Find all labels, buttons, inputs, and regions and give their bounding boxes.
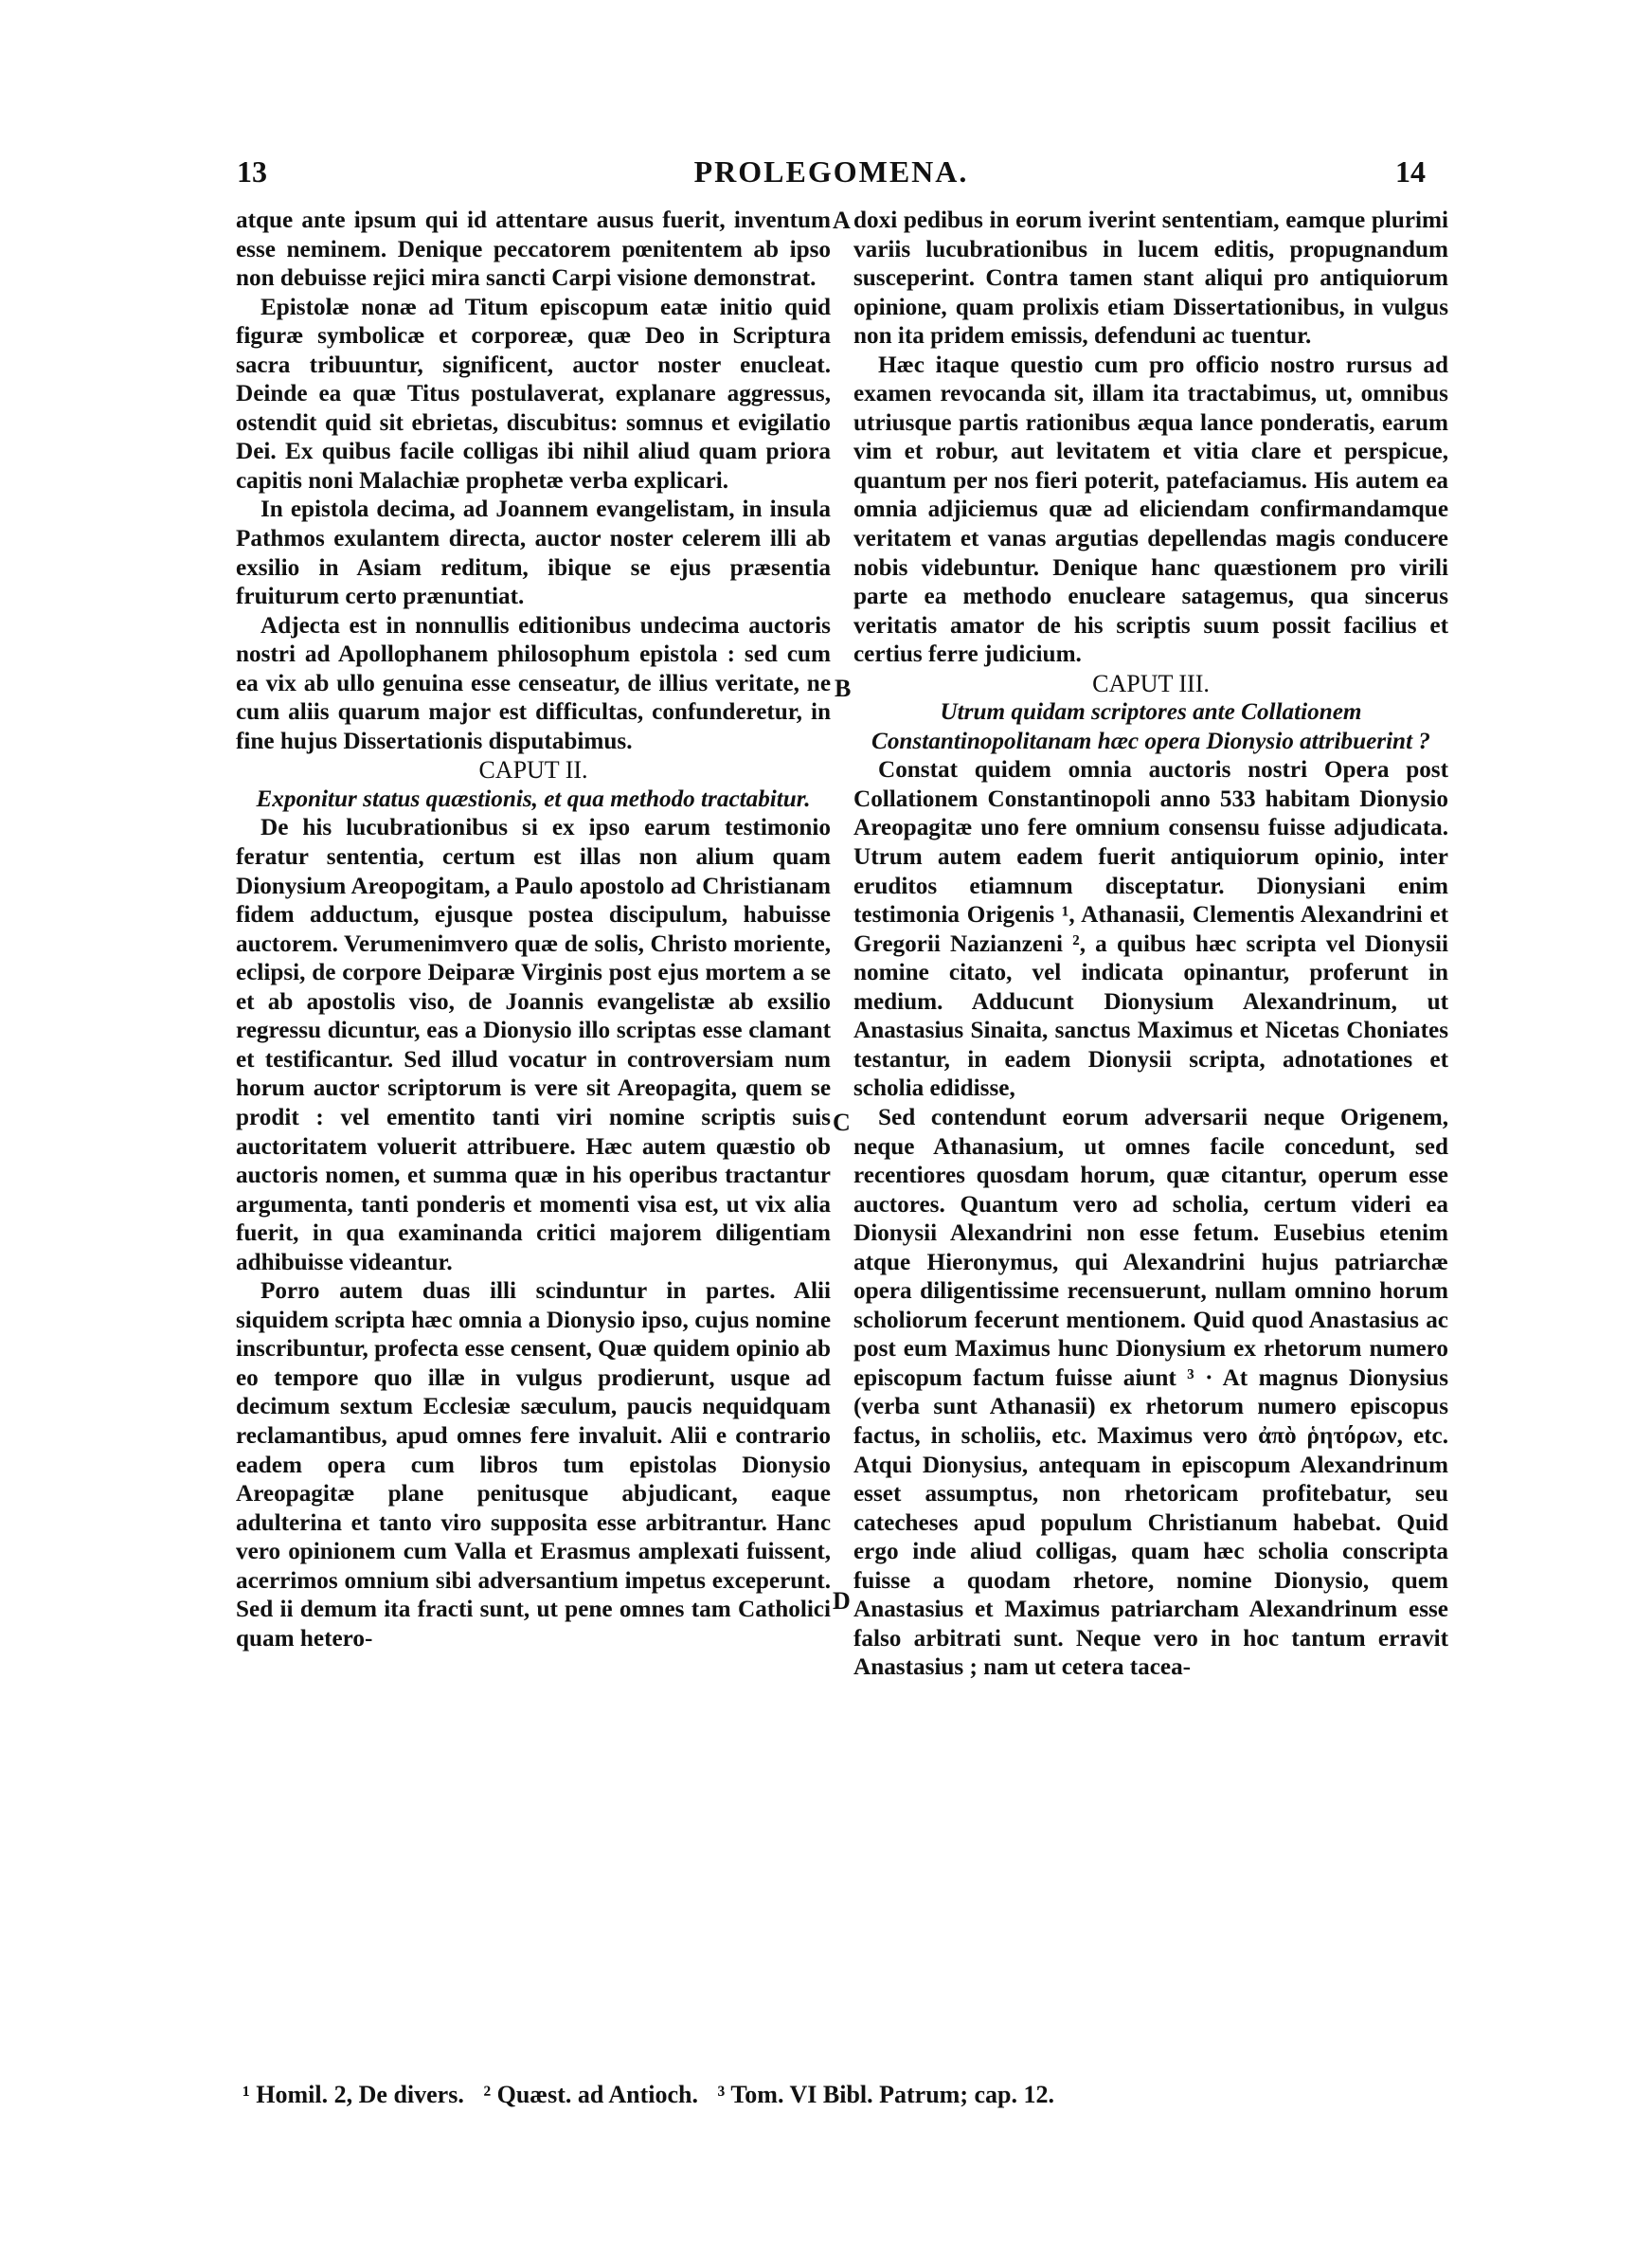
- left-column: [236, 207, 831, 1653]
- paragraph: atque ante ipsum qui id attentare ausus fuerit, inventum esse neminem. Denique peccatorem pœnitentem ab ipso non debuisse rejici mira sancti Carpi visione demonstrat.: [236, 208, 831, 292]
- footnote: ¹ Homil. 2, De divers.: [242, 2081, 464, 2108]
- paragraph: Adjecta est in nonnullis editionibus undecima auctoris nostri ad Apollophanem philosophum epistola : sed cum ea vix ab ullo genuina esse censeatur, de illius veritate, ne cum aliis quarum major est difficultas, confunderetur, in fine hujus Dissertationis disputabimus.: [236, 612, 831, 754]
- paragraph: Sed contendunt eorum adversarii neque Origenem, neque Athanasium, ut omnes facile concedunt, sed recentiores quosdam horum, quæ citantur, operum esse auctores. Quantum vero ad scholia, certum videri ea Dionysii Alexandrini non esse fetum. Eusebius etenim atque Hieronymus, qui Alexandrini hujus patriarchæ opera diligentissime recensuerunt, nullam omnino horum scholiorum fecerunt mentionem. Quid quod Anastasius ac post eum Maximus hunc Dionysium ex rhetorum numero episcopum factum fuisse aiunt ³ · At magnus Dionysius (verba sunt Athanasii) ex rhetorum numero episcopus factus, in scholiis, etc. Maximus vero ἀπὸ ῥητόρων, etc. Atqui Dionysius, antequam in episcopum Alexandrinum esset assumptus, non rhetoricam profitebatur, seu catecheses apud populum Christianum habebat. Quid ergo inde aliud colligas, quam hæc scholia conscripta fuisse a quodam rhetore, nomine Dionysio, quem Anastasius et Maximus patriarcham Alexandrinum esse falso arbitrati sunt. Neque vero in hoc tantum erravit Anastasius ; nam ut cetera tacea-: [853, 1104, 1448, 1681]
- paragraph: De his lucubrationibus si ex ipso earum testimonio feratur sententia, certum est illas non alium quam Dionysium Areopogitam, a Paulo apostolo ad Christianam fidem adductum, ejusque postea discipulum, habuisse auctorem. Verumenimvero quæ de solis, Christo moriente, eclipsi, de corpore Deiparæ Virginis post ejus mortem a se et ab apostolis viso, de Joannis evangelistæ ab exsilio regressu dicuntur, eas a Dionysio illo scriptas esse clamant et testificantur. Sed illud vocatur in controversiam num horum auctor scriptorum is vere sit Areopagita, quem se prodit : vel ementito tanti viri nomine scriptis suis auctoritatem voluerit attribuere. Hæc autem quæstio ob auctoris nomen, et summa quæ in his operibus tractantur argumenta, tanti ponderis et momenti visa est, ut vix alia fuerit, in qua examinanda critici majorem diligentiam adhibuisse videantur.: [236, 815, 831, 1275]
- running-header: [237, 154, 1426, 202]
- margin-letter: D: [833, 1587, 851, 1615]
- paragraph: Porro autem duas illi scinduntur in partes. Alii siquidem scripta hæc omnia a Dionysio ipso, cujus nomine inscribuntur, profecta esse censent, Quæ quidem opinio ab eo tempore quo illæ in vulgus prodierunt, usque ad decimum sextum Ecclesiæ sæculum, paucis nequidquam reclamantibus, apud omnes fere invaluit. Alii e contrario eadem opera cum libros tum epistolas Dionysio Areopagitæ plane penitusque abjudicant, eaque adulterina et tanto viro supposita esse arbitrantur. Hanc vero opinionem cum Valla et Erasmus amplexati fuissent, acerrimos omnium sibi adversantium impetus exceperunt. Sed ii demum ita fracti sunt, ut pene omnes tam Catholici quam hetero-: [236, 1278, 831, 1652]
- chapter-subtitle: Exponitur status quæstionis, et qua methodo tractabitur.: [256, 785, 811, 812]
- page-title: PROLEGOMENA.: [693, 154, 969, 189]
- paragraph: Constat quidem omnia auctoris nostri Opera post Collationem Constantinopoli anno 533 habitam Dionysio Areopagitæ uno fere omnium consensu fuisse adjudicata. Utrum autem eadem fuerit antiquiorum opinio, inter eruditos etiamnum disceptatur. Dionysiani enim testimonia Origenis ¹, Athanasii, Clementis Alexandrini et Gregorii Nazianzeni ², a quibus hæc scripta vel Dionysii nomine citato, vel indicata opinantur, proferunt in medium. Adducunt Dionysium Alexandrinum, ut Anastasius Sinaita, sanctus Maximus et Nicetas Choniates testantur, in eadem Dionysii scripta, adnotationes et scholia edidisse,: [853, 757, 1448, 1102]
- chapter-heading: CAPUT III.: [1092, 669, 1210, 697]
- footnote: ² Quæst. ad Antioch.: [483, 2081, 699, 2108]
- page-number-right: 14: [1395, 154, 1426, 189]
- chapter-heading: CAPUT II.: [478, 756, 588, 785]
- paragraph: Hæc itaque questio cum pro officio nostro rursus ad examen revocanda sit, illam ita tractabimus, ut, omnibus utriusque partis rationibus æqua lance ponderatis, earum vim et robur, aut levitatem et vitia clare et perspicue, quantum per nos fieri poterit, patefaciamus. His autem ea omnia adjiciemus quæ ad eliciendam confirmandamque veritatem et vanas argutias depellendas magis conducere nobis videbuntur. Denique hanc quæstionem pro virili parte ea methodo enucleare satagemus, qua sincerus veritatis amator de his scriptis suum possit facilius et certius ferre judicium.: [853, 352, 1448, 668]
- footnotes: [242, 2081, 1417, 2109]
- paragraph: In epistola decima, ad Joannem evangelistam, in insula Pathmos exulantem directa, auctor noster celerem illi ab exsilio in Asiam reditum, ibique se ejus præsentia fruiturum certo prænuntiat.: [236, 497, 831, 610]
- page-number-left: 13: [237, 154, 267, 189]
- paragraph: doxi pedibus in eorum iverint sententiam, eamque plurimi variis lucubrationibus in lucem editis, propugnandum susceperint. Contra tamen stant aliqui pro antiquiorum opinione, quam prolixis etiam Dissertationibus, in vulgus non ita pridem emissis, defenduni ac tuentur.: [853, 208, 1448, 350]
- chapter-subtitle: Utrum quidam scriptores ante Collationem Constantinopolitanam hæc opera Dionysio attribuerint ?: [871, 699, 1430, 754]
- paragraph: Epistolæ nonæ ad Titum episcopum eatæ initio quid figuræ symbolicæ et corporeæ, quæ Deo in Scriptura sacra tribuuntur, significent, auctor noster enucleat. Deinde ea quæ Titus postulaverat, explanare aggressus, ostendit quid sit ebrietas, discubitus: somnus et evigilatio Dei. Ex quibus facile colligas ibi nihil aliud quam priora capitis noni Malachiæ prophetæ verba explicari.: [236, 294, 831, 494]
- footnote: ³ Tom. VI Bibl. Patrum; cap. 12.: [717, 2081, 1054, 2108]
- margin-letter: C: [833, 1109, 851, 1136]
- margin-letter: B: [835, 675, 852, 702]
- margin-letter: A: [833, 207, 851, 234]
- right-column: [853, 207, 1448, 1683]
